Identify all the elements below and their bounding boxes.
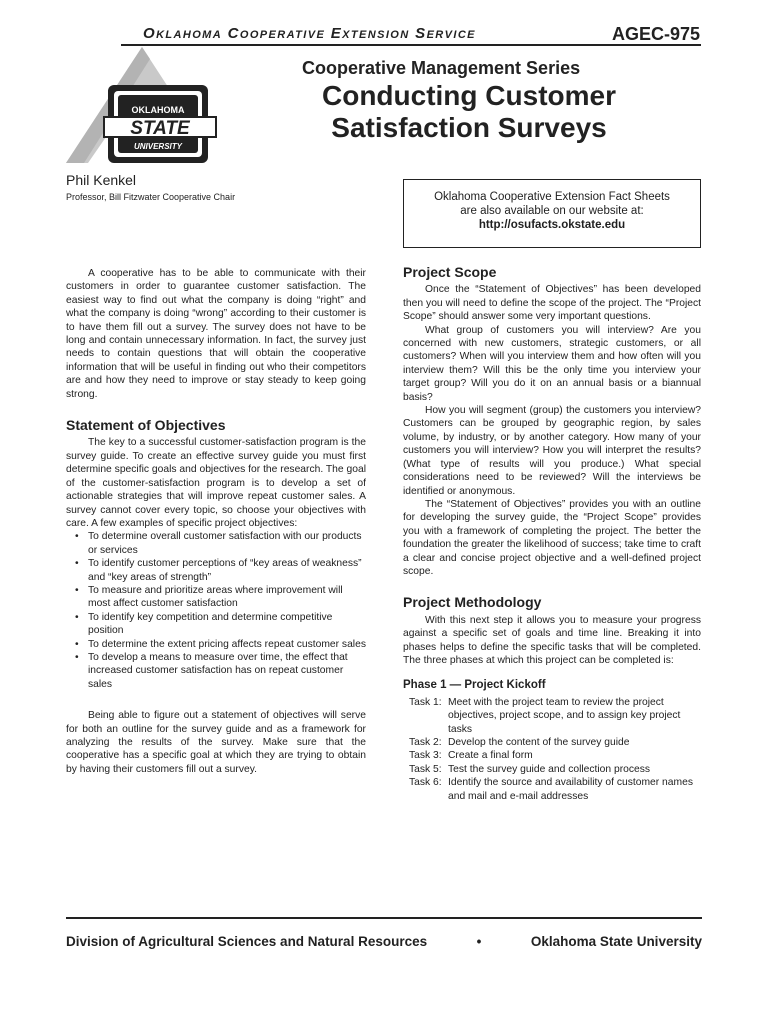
objectives-closing-paragraph: Being able to figure out a statement of objectives will serve for both an outline for the survey guide and as a framework for analyzing the results of the survey. Make sure that the cooperative has a specific goal at which they are trying to obtain by having their customers fill out a survey. [66,710,366,775]
website-info-box [403,179,701,248]
info-line-2: are also available on our website at: [460,205,644,217]
page-title [281,80,657,144]
list-item [403,749,701,762]
task-label: Task 5: [409,763,442,775]
objectives-list [66,530,366,691]
list-item: • To identify customer perceptions of “key areas of weakness” and “key areas of strength” [66,557,366,584]
methodology-paragraph: With this next step it allows you to measure your progress against a specific set of goals and time line. Breaking it into phases helps to define the specific tasks that will be completed. The three phases at which this project can be completed is: [403,614,701,666]
objectives-paragraph: The key to a successful customer-satisfaction program is the survey guide. To create an effective survey guide you must first determine specific goals and objectives for the research. The goal of the customer-satisfaction program is to develop a set of actionable strategies that will improve repeat customer sales. A survey cannot cover every topic, so choose your objectives with care. A few examples of specific project objectives: [66,437,366,529]
scope-paragraph-3: How you will segment (group) the customers you interview? Customers can be grouped by geographic region, by sales volume, by industry, or by another category. How many of your customers you will interview? How you will interpret the results? (What type of results will you produce.) What special considerations need to be reviewed? Will the interviews be identified or anonymous. [403,405,701,497]
list-item [403,696,701,736]
osu-logo [64,45,224,167]
task-label: Task 3: [409,750,442,762]
list-item: • To identify key competition and determine competitive position [66,611,366,638]
website-link[interactable]: http://osufacts.okstate.edu [478,219,626,231]
logo-state-text: STATE [130,118,190,139]
list-item [403,776,701,803]
info-line-1: Oklahoma Cooperative Extension Fact Sheets [434,191,670,203]
logo-oklahoma-text: OKLAHOMA [131,105,185,115]
footer-separator: • [476,934,482,949]
footer-division: Division of Agricultural Sciences and Natural Resources [66,934,428,949]
title-line-1: Conducting Customer [322,80,616,111]
list-item [403,736,701,749]
list-item: • To determine the extent pricing affects repeat customer sales [66,638,366,651]
scope-paragraph-4: The “Statement of Objectives” provides you with an outline for developing the survey guide, the “Project Scope” provides you with a framework of completing the project. The better the foundation the greater the likelihood of success; take time to craft a clear and concise project objective and a well-defined project scope. [403,498,701,577]
publication-number: AGEC-975 [612,24,701,44]
author-name: Phil Kenkel [66,172,137,188]
series-title: Cooperative Management Series [302,58,581,78]
task-label: Task 1: [409,696,442,708]
task-label: Task 2: [409,737,442,748]
title-line-2: Satisfaction Surveys [331,112,607,143]
objectives-heading: Statement of Objectives [66,417,226,434]
footer [66,934,702,949]
task-text: Develop the content of the survey guide [448,737,630,748]
author-title: Professor, Bill Fitzwater Cooperative Chair [66,192,236,202]
list-item: • To develop a means to measure over time, the effect that increased customer satisfaction has on repeat customer sales [66,651,366,691]
task-label: Task 6: [409,777,442,789]
logo-university-text: UNIVERSITY [133,142,183,151]
scope-heading: Project Scope [403,264,497,280]
footer-university: Oklahoma State University [530,934,702,949]
task-text: Test the survey guide and collection process [448,763,651,775]
extension-service-banner: Oklahoma Cooperative Extension Service [143,25,476,42]
task-list [403,696,701,803]
list-item [403,763,701,776]
phase-1-heading: Phase 1 — Project Kickoff [403,679,546,692]
footer-rule [66,917,702,919]
list-item: • To determine overall customer satisfaction with our products or services [66,530,366,557]
list-item: • To measure and prioritize areas where improvement will most affect customer satisfaction [66,584,366,611]
left-column [66,267,366,776]
scope-paragraph-1: Once the “Statement of Objectives” has been developed then you will need to define the scope of the project. The “Project Scope” should answer some very important questions. [403,284,701,323]
task-text: Identify the source and availability of customer names and mail and e-mail addresses [448,777,693,802]
scope-paragraph-2: What group of customers you will interview? Are you concerned with new customers, strategic customers, or all customers? When will you interview them and how often will you interview them? Will this be the only time you interview your target group? Will you do it on an annual basis or a biannual basis? [403,324,701,403]
methodology-heading: Project Methodology [403,594,542,611]
right-column [403,266,701,803]
task-text: Meet with the project team to review the project objectives, project scope, and to assign key project tasks [448,696,681,735]
intro-paragraph: A cooperative has to be able to communicate with their customers in order to guarantee customer satisfaction. The easiest way to find out what the company is doing “right” and what the company is doing “wrong” according to their customer is to have them fill out a survey. The survey does not have to be long and contain unnecessary information. In fact, the survey just needs to contain questions that will obtain the cooperative information that will be useful in finding out who their competitors are and how they need to improve or stay steady to keep going strong. [66,268,366,400]
task-text: Create a final form [448,750,533,762]
